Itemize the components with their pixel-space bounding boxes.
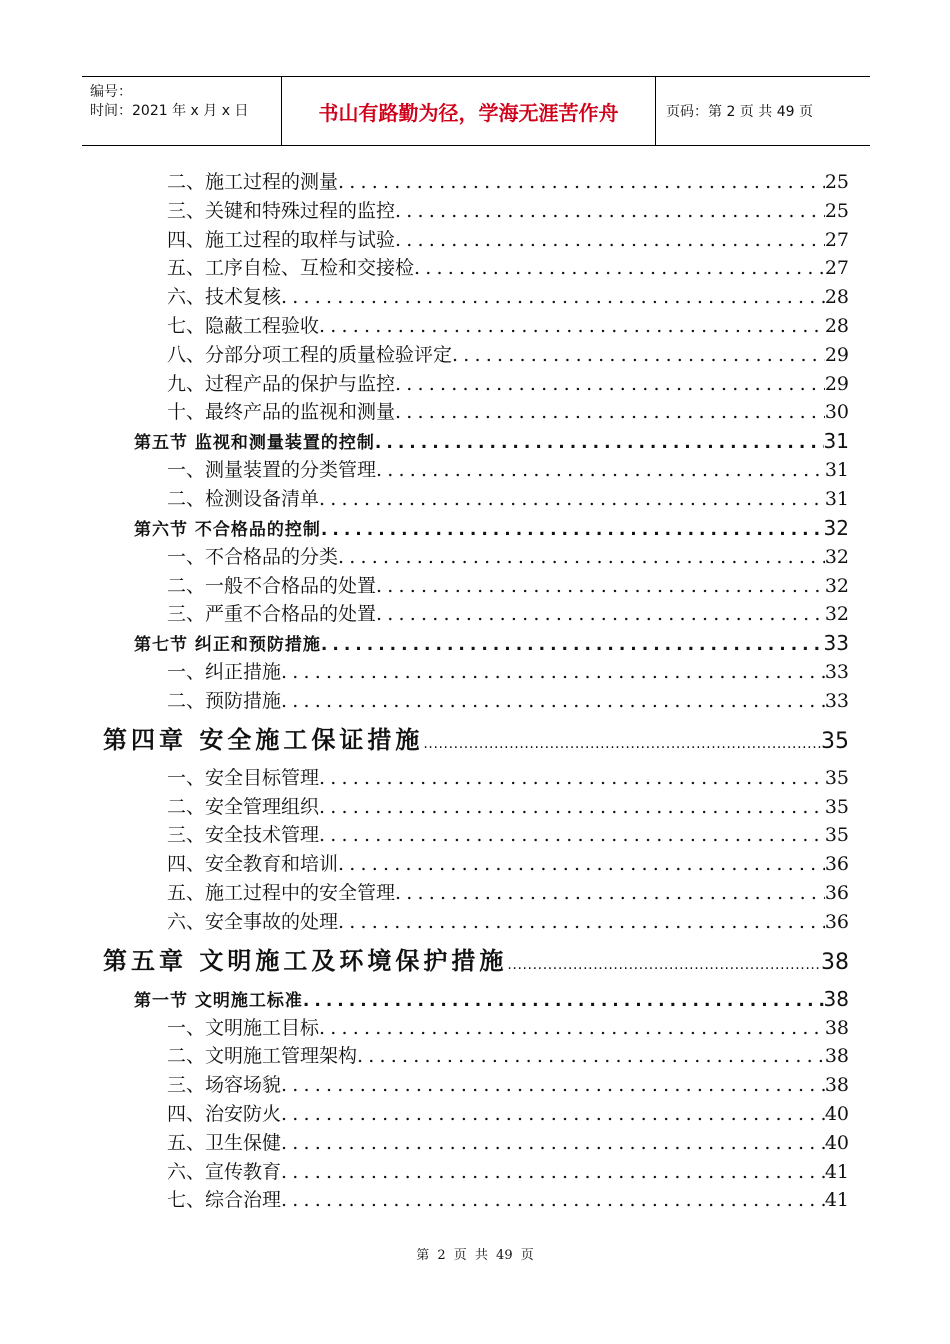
toc-entry[interactable] bbox=[167, 658, 849, 687]
toc-entry-page: 29 bbox=[824, 372, 849, 395]
toc-leader-dots bbox=[395, 879, 825, 908]
page-footer: 第 2 页 共 49 页 bbox=[416, 1248, 534, 1263]
toc-leader-dots bbox=[507, 945, 821, 981]
toc-entry-page: 33 bbox=[824, 661, 849, 684]
toc-entry[interactable] bbox=[167, 1042, 849, 1071]
toc-entry-label: 三、严重不合格品的处置 bbox=[167, 603, 377, 626]
toc-entry[interactable] bbox=[167, 341, 849, 370]
toc-entry[interactable] bbox=[167, 226, 849, 255]
toc-leader-dots bbox=[281, 1071, 825, 1100]
toc-entry[interactable] bbox=[167, 850, 849, 879]
toc-entry[interactable] bbox=[134, 427, 849, 456]
toc-entry-label: 六、宣传教育 bbox=[167, 1160, 282, 1183]
toc-leader-dots bbox=[423, 724, 821, 760]
toc-entry-label: 第一节 文明施工标准 bbox=[134, 990, 303, 1011]
header-page-info: 页码：第 2 页 共 49 页 bbox=[666, 104, 813, 120]
toc-entry[interactable] bbox=[167, 821, 849, 850]
toc-entry-page: 40 bbox=[824, 1131, 849, 1154]
toc-entry-label: 八、分部分项工程的质量检验评定 bbox=[167, 343, 453, 366]
toc-leader-dots bbox=[281, 283, 825, 312]
toc-leader-dots bbox=[395, 197, 825, 226]
toc-leader-dots bbox=[452, 341, 825, 370]
toc-entry[interactable] bbox=[167, 793, 849, 822]
toc-leader-dots bbox=[281, 1100, 825, 1129]
toc-entry-label: 三、场容场貌 bbox=[167, 1074, 282, 1097]
toc-leader-dots bbox=[303, 987, 824, 1014]
toc-entry[interactable] bbox=[167, 572, 849, 601]
toc-entry-label: 一、测量装置的分类管理 bbox=[167, 459, 377, 482]
toc-entry[interactable] bbox=[167, 764, 849, 793]
toc-leader-dots bbox=[376, 600, 825, 629]
toc-entry[interactable] bbox=[167, 600, 849, 629]
toc-leader-dots bbox=[395, 398, 825, 427]
toc-entry-label: 五、工序自检、互检和交接检 bbox=[167, 257, 415, 280]
toc-entry-page: 36 bbox=[824, 882, 849, 904]
toc-entry[interactable] bbox=[167, 1158, 849, 1187]
toc-entry-page: 25 bbox=[824, 199, 849, 222]
toc-entry-label: 四、施工过程的取样与试验 bbox=[167, 228, 396, 251]
toc-entry[interactable] bbox=[167, 1071, 849, 1100]
toc-entry-label: 六、安全事故的处理 bbox=[167, 910, 339, 933]
date-label: 时间：2021 年 x 月 x 日 bbox=[90, 103, 249, 119]
toc-leader-dots bbox=[319, 793, 825, 822]
toc-leader-dots bbox=[376, 572, 825, 601]
toc-entry-label: 第五章 文明施工及环境保护措施 bbox=[103, 946, 508, 975]
toc-leader-dots bbox=[376, 456, 825, 485]
toc-entry-page: 38 bbox=[821, 949, 849, 975]
toc-entry[interactable] bbox=[167, 168, 849, 197]
toc-entry-page: 35 bbox=[824, 795, 849, 818]
toc-leader-dots bbox=[321, 631, 824, 658]
toc-entry[interactable] bbox=[134, 514, 849, 543]
toc-leader-dots bbox=[321, 516, 824, 543]
toc-leader-dots bbox=[319, 821, 825, 850]
toc-entry-page: 32 bbox=[824, 545, 849, 568]
toc-entry-label: 一、纠正措施 bbox=[167, 661, 282, 684]
toc-entry-label: 六、技术复核 bbox=[167, 286, 282, 309]
toc-entry-label: 第五节 监视和测量装置的控制 bbox=[134, 433, 375, 454]
toc-entry-label: 第七节 纠正和预防措施 bbox=[134, 635, 321, 656]
toc-entry-label: 四、安全教育和培训 bbox=[167, 853, 339, 876]
toc-entry-page: 27 bbox=[824, 257, 849, 280]
toc-entry-page: 29 bbox=[824, 343, 849, 366]
toc-entry[interactable] bbox=[167, 687, 849, 716]
page-header bbox=[82, 76, 870, 146]
toc-entry-page: 25 bbox=[824, 171, 849, 193]
toc-entry-label: 十、最终产品的监视和测量 bbox=[167, 401, 396, 424]
toc-entry-page: 35 bbox=[824, 824, 849, 847]
toc-entry-page: 40 bbox=[824, 1103, 849, 1125]
toc-entry[interactable] bbox=[167, 398, 849, 427]
toc-entry-page: 38 bbox=[823, 986, 849, 1011]
toc-leader-dots bbox=[319, 485, 825, 514]
toc-entry-page: 33 bbox=[824, 690, 849, 712]
toc-entry[interactable] bbox=[167, 543, 849, 572]
toc-entry-page: 38 bbox=[824, 1016, 849, 1039]
toc-entry-page: 35 bbox=[821, 728, 849, 754]
toc-entry-page: 31 bbox=[824, 488, 849, 510]
toc-leader-dots bbox=[375, 429, 824, 456]
toc-entry[interactable] bbox=[103, 720, 849, 760]
toc-leader-dots bbox=[338, 908, 825, 937]
toc-entry-label: 二、预防措施 bbox=[167, 690, 282, 712]
toc-entry-label: 一、文明施工目标 bbox=[167, 1016, 320, 1039]
toc-leader-dots bbox=[281, 658, 825, 687]
toc-entry-page: 41 bbox=[824, 1189, 849, 1212]
toc-entry-label: 二、文明施工管理架构 bbox=[167, 1045, 358, 1068]
toc-entry-page: 32 bbox=[824, 574, 849, 597]
toc-entry-label: 二、一般不合格品的处置 bbox=[167, 574, 377, 597]
toc-entry-label: 四、治安防火 bbox=[167, 1103, 282, 1125]
toc-entry-page: 31 bbox=[823, 429, 849, 454]
toc-entry-label: 三、关键和特殊过程的监控 bbox=[167, 199, 396, 222]
toc-entry[interactable] bbox=[167, 283, 849, 312]
toc-entry-label: 二、安全管理组织 bbox=[167, 795, 320, 818]
toc-leader-dots bbox=[281, 1158, 825, 1187]
toc-entry[interactable] bbox=[167, 908, 849, 937]
toc-entry-label: 二、检测设备清单 bbox=[167, 488, 320, 510]
toc-entry-page: 41 bbox=[824, 1160, 849, 1183]
toc-leader-dots bbox=[414, 254, 825, 283]
toc-entry-page: 36 bbox=[824, 910, 849, 933]
toc-leader-dots bbox=[357, 1042, 825, 1071]
toc-entry-page: 28 bbox=[824, 286, 849, 309]
toc-entry[interactable] bbox=[167, 312, 849, 341]
toc-entry-page: 33 bbox=[823, 631, 849, 656]
toc-entry-page: 27 bbox=[824, 228, 849, 251]
toc-leader-dots bbox=[395, 370, 825, 399]
toc-entry[interactable] bbox=[167, 1129, 849, 1158]
toc-entry-page: 28 bbox=[824, 315, 849, 337]
toc-entry[interactable] bbox=[167, 456, 849, 485]
toc-entry[interactable] bbox=[134, 985, 849, 1014]
header-meta bbox=[82, 77, 282, 145]
toc-entry[interactable] bbox=[167, 1186, 849, 1215]
header-motto: 书山有路勤为径，学海无涯苦作舟 bbox=[282, 77, 656, 145]
toc-entry-label: 二、施工过程的测量 bbox=[167, 171, 339, 193]
toc-entry[interactable] bbox=[134, 629, 849, 658]
toc-entry[interactable] bbox=[167, 370, 849, 399]
toc-leader-dots bbox=[319, 764, 825, 793]
toc-entry-page: 38 bbox=[824, 1074, 849, 1097]
toc-leader-dots bbox=[319, 1014, 825, 1043]
toc-entry-label: 一、安全目标管理 bbox=[167, 766, 320, 789]
toc-leader-dots bbox=[338, 850, 825, 879]
toc-entry-page: 38 bbox=[824, 1045, 849, 1068]
toc-entry-label: 一、不合格品的分类 bbox=[167, 545, 339, 568]
toc-leader-dots bbox=[281, 687, 825, 716]
toc-entry-label: 九、过程产品的保护与监控 bbox=[167, 372, 396, 395]
toc-entry[interactable] bbox=[167, 197, 849, 226]
toc-leader-dots bbox=[319, 312, 825, 341]
toc-entry-label: 五、施工过程中的安全管理 bbox=[167, 882, 396, 904]
toc-entry-page: 36 bbox=[824, 853, 849, 876]
toc-entry-label: 第六节 不合格品的控制 bbox=[134, 519, 321, 540]
toc-leader-dots bbox=[281, 1129, 825, 1158]
toc-entry-label: 五、卫生保健 bbox=[167, 1131, 282, 1154]
toc-entry-label: 七、综合治理 bbox=[167, 1189, 282, 1212]
code-label: 编号： bbox=[90, 84, 132, 100]
toc-entry[interactable] bbox=[103, 941, 849, 981]
toc-entry[interactable] bbox=[167, 485, 849, 514]
toc-entry-label: 三、安全技术管理 bbox=[167, 824, 320, 847]
toc-entry-page: 30 bbox=[824, 401, 849, 424]
toc-leader-dots bbox=[338, 168, 825, 197]
toc-entry-page: 35 bbox=[824, 766, 849, 789]
toc-entry[interactable] bbox=[167, 879, 849, 908]
toc-entry-page: 32 bbox=[824, 603, 849, 626]
toc-leader-dots bbox=[395, 226, 825, 255]
toc-leader-dots bbox=[281, 1186, 825, 1215]
toc-entry-label: 第四章 安全施工保证措施 bbox=[103, 725, 424, 754]
toc-entry[interactable] bbox=[167, 1100, 849, 1129]
toc-entry-label: 七、隐蔽工程验收 bbox=[167, 315, 320, 337]
toc-entry[interactable] bbox=[167, 1014, 849, 1043]
toc-entry-page: 32 bbox=[823, 515, 849, 540]
toc-entry[interactable] bbox=[167, 254, 849, 283]
toc-entry-page: 31 bbox=[824, 459, 849, 482]
toc-leader-dots bbox=[338, 543, 825, 572]
